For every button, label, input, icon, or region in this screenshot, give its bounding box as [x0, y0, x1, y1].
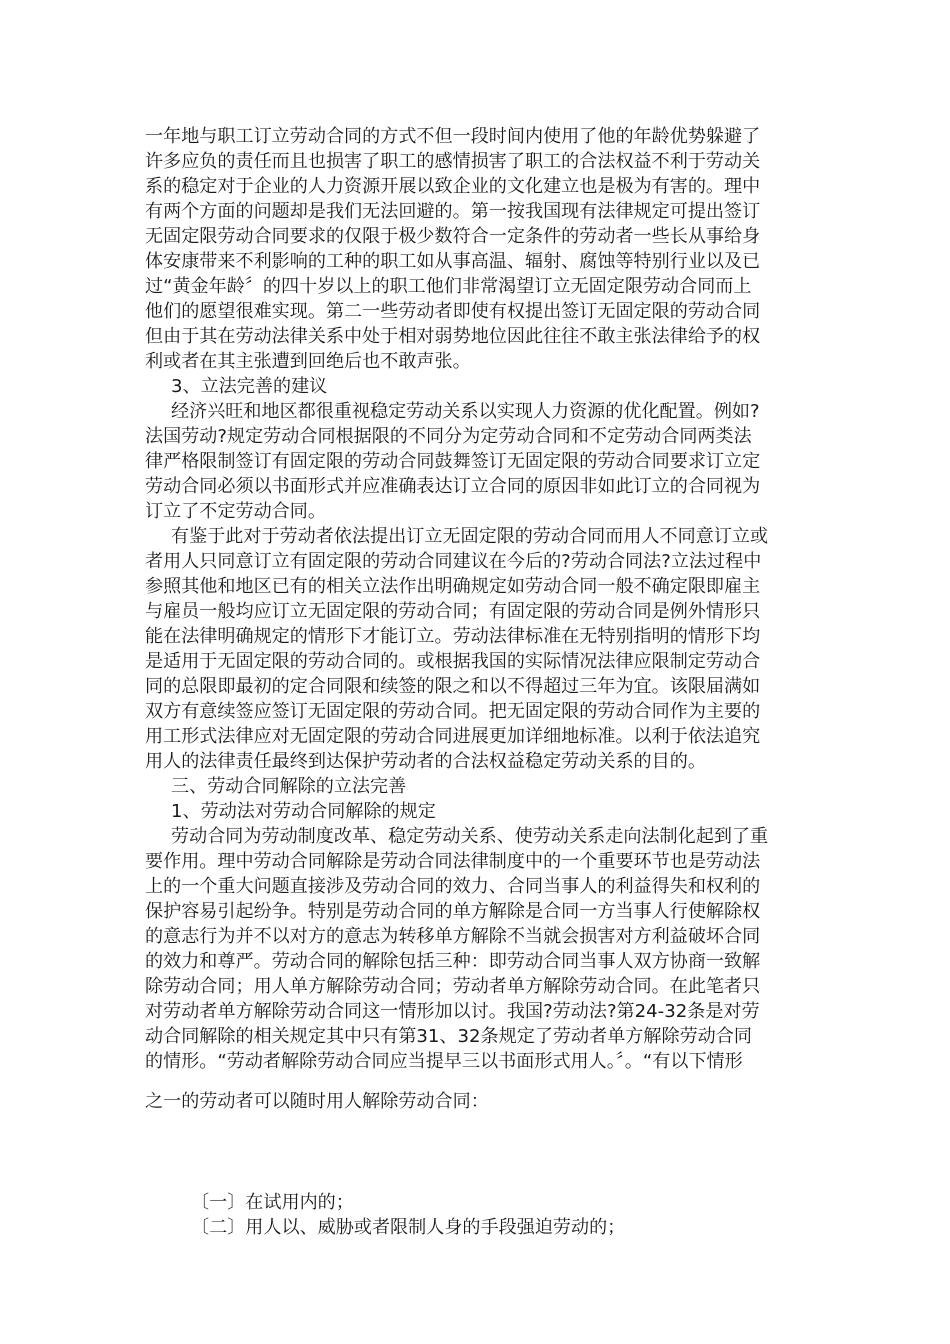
- body-text-line: 双方有意续签应签订无固定限的劳动合同。把无固定限的劳动合同作为主要的: [145, 701, 761, 722]
- document-page: [145, 124, 810, 1240]
- section-heading: 三、劳动合同解除的立法完善: [171, 776, 407, 797]
- paragraph-first-line: 劳动合同为劳动制度改革、稳定劳动关系、使劳动关系走向法制化起到了重: [171, 826, 769, 847]
- body-text-line: 同的总限即最初的定合同限和续签的限之和以不得超过三年为宜。该限届满如: [145, 676, 761, 697]
- body-text-line: 者用人只同意订立有固定限的劳动合同建议在今后的?劳动合同法?立法过程中: [145, 551, 762, 572]
- body-text-line: 过“黄金年龄〞的四十岁以上的职工他们非常渴望订立无固定限劳动合同而上: [145, 276, 752, 297]
- body-text-line: 但由于其在劳动法律关系中处于相对弱势地位因此往往不敢主张法律给予的权: [145, 326, 761, 347]
- list-item: 〔一〕在试用内的；: [191, 1192, 354, 1213]
- body-text-line: 的情形。“劳动者解除劳动合同应当提早三以书面形式用人。〞。“有以下情形: [145, 1051, 743, 1072]
- paragraph-first-line: 有鉴于此对于劳动者依法提出订立无固定限的劳动合同而用人不同意订立或: [171, 526, 769, 547]
- body-text-line: 用工形式法律应对无固定限的劳动合同进展更加详细地标准。以利于依法追究: [145, 726, 761, 747]
- body-text-line: 用人的法律责任最终到达保护劳动者的合法权益稳定劳动关系的目的。: [145, 751, 706, 772]
- body-text-line: 许多应负的责任而且也损害了职工的感情损害了职工的合法权益不利于劳动关: [145, 151, 761, 172]
- body-text-line: 一年地与职工订立劳动合同的方式不但一段时间内使用了他的年龄优势躲避了: [145, 126, 761, 147]
- body-text-line: 无固定限劳动合同要求的仅限于极少数符合一定条件的劳动者一些长从事给身: [145, 226, 761, 247]
- list-item: 〔二〕用人以、威胁或者限制人身的手段强迫劳动的；: [191, 1217, 626, 1238]
- body-text-line: 系的稳定对于企业的人力资源开展以致企业的文化建立也是极为有害的。理中: [145, 176, 761, 197]
- body-text-line: 劳动合同必须以书面形式并应准确表达订立合同的原因非如此订立的合同视为: [145, 476, 761, 497]
- spacer: [145, 1074, 810, 1089]
- body-text-line: 参照其他和地区已有的相关立法作出明确规定如劳动合同一般不确定限即雇主: [145, 576, 761, 597]
- body-text-line: 的效力和尊严。劳动合同的解除包括三种：即劳动合同当事人双方协商一致解: [145, 951, 761, 972]
- paragraph-first-line: 经济兴旺和地区都很重视稳定劳动关系以实现人力资源的优化配置。例如?: [171, 401, 760, 422]
- body-text-line: 除劳动合同；用人单方解除劳动合同；劳动者单方解除劳动合同。在此笔者只: [145, 976, 761, 997]
- body-text-line: 动合同解除的相关规定其中只有第31、32条规定了劳动者单方解除劳动合同: [145, 1026, 752, 1047]
- body-text-line: 之一的劳动者可以随时用人解除劳动合同：: [145, 1091, 489, 1112]
- body-text-line: 体安康带来不利影响的工种的职工如从事高温、辐射、腐蚀等特别行业以及已: [145, 251, 761, 272]
- body-text-line: 对劳动者单方解除劳动合同这一情形加以讨。我国?劳动法?第24-32条是对劳: [145, 1001, 760, 1022]
- body-text-line: 利或者在其主张遭到回绝后也不敢声张。: [145, 351, 471, 372]
- section-heading: 3、立法完善的建议: [171, 376, 328, 397]
- body-text-line: 他们的愿望很难实现。第二一些劳动者即使有权提出签订无固定限的劳动合同: [145, 301, 761, 322]
- body-text-line: 法国劳动?规定劳动合同根据限的不同分为定劳动合同和不定劳动合同两类法: [145, 426, 752, 447]
- body-text-line: 订立了不定劳动合同。: [145, 501, 326, 522]
- body-text-line: 能在法律明确规定的情形下才能订立。劳动法律标准在无特别指明的情形下均: [145, 626, 761, 647]
- body-text-line: 的意志行为并不以对方的意志为转移单方解除不当就会损害对方利益破坏合同: [145, 926, 761, 947]
- body-text-line: 保护容易引起纷争。特别是劳动合同的单方解除是合同一方当事人行使解除权: [145, 901, 761, 922]
- subsection-heading: 1、劳动法对劳动合同解除的规定: [171, 801, 436, 822]
- body-text-line: 有两个方面的问题却是我们无法回避的。第一按我国现有法律规定可提出签订: [145, 201, 761, 222]
- body-text-line: 上的一个重大问题直接涉及劳动合同的效力、合同当事人的利益得失和权利的: [145, 876, 761, 897]
- body-text-line: 与雇员一般均应订立无固定限的劳动合同；有固定限的劳动合同是例外情形只: [145, 601, 761, 622]
- spacer: [145, 1114, 810, 1190]
- body-text-line: 是适用于无固定限的劳动合同的。或根据我国的实际情况法律应限制定劳动合: [145, 651, 761, 672]
- body-text-line: 律严格限制签订有固定限的劳动合同鼓舞签订无固定限的劳动合同要求订立定: [145, 451, 761, 472]
- body-text-line: 要作用。理中劳动合同解除是劳动合同法律制度中的一个重要环节也是劳动法: [145, 851, 761, 872]
